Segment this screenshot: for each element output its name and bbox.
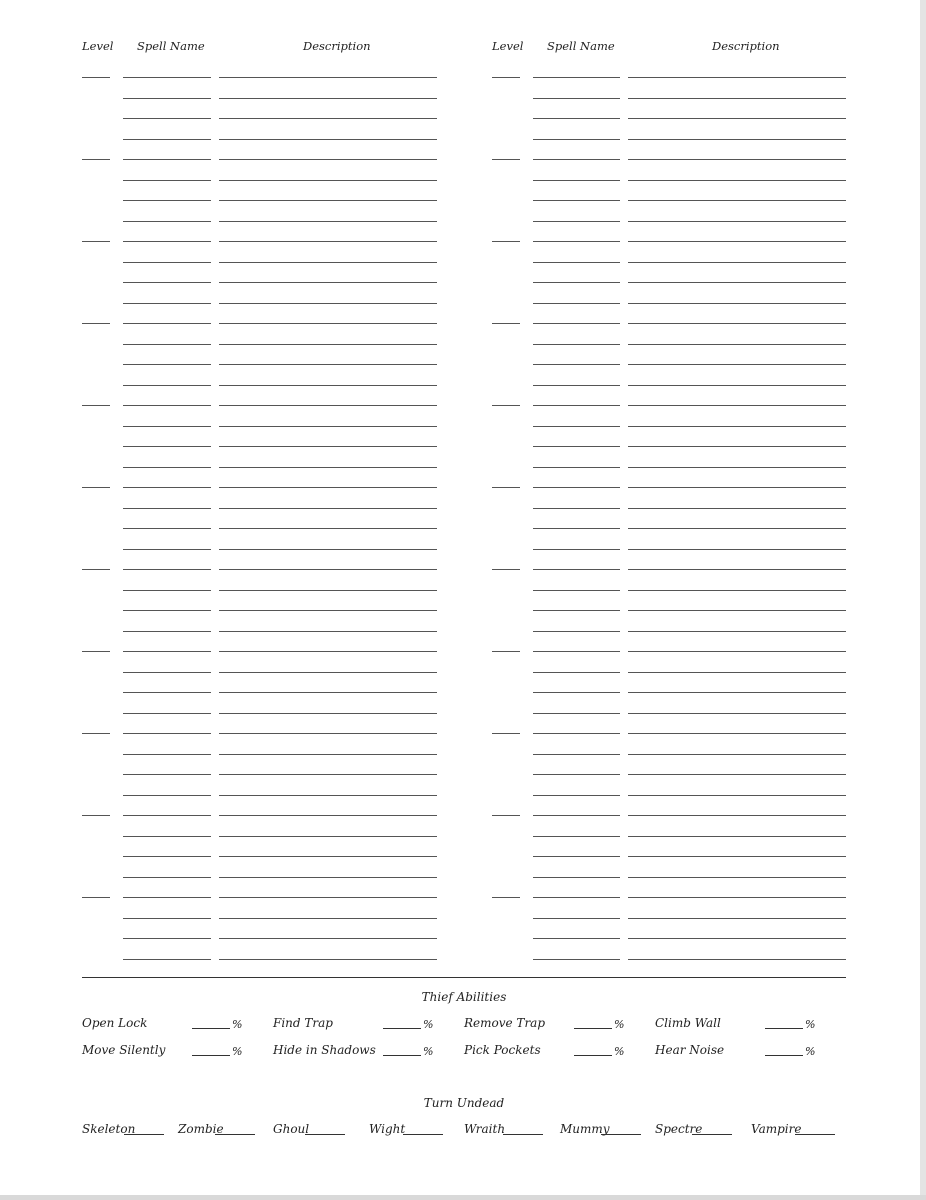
spell-name-field[interactable] xyxy=(123,733,211,734)
ability-hide-in-shadows-label: Hide in Shadows xyxy=(273,1043,376,1057)
spell-description-field[interactable] xyxy=(628,569,846,570)
spell-name-field[interactable] xyxy=(123,118,211,119)
spell-name-field[interactable] xyxy=(123,77,211,78)
spell-name-field[interactable] xyxy=(123,815,211,816)
spell-description-field[interactable] xyxy=(628,754,846,755)
undead-wraith-label: Wraith xyxy=(464,1122,506,1136)
spell-name-field[interactable] xyxy=(533,139,620,140)
spell-name-field[interactable] xyxy=(533,446,620,447)
spell-name-field[interactable] xyxy=(533,836,620,837)
spell-description-field[interactable] xyxy=(628,303,846,304)
percent-sign: % xyxy=(805,1045,816,1058)
spell-description-field[interactable] xyxy=(628,262,846,263)
spell-description-field[interactable] xyxy=(219,733,437,734)
undead-zombie-field[interactable] xyxy=(215,1134,255,1135)
spell-name-field[interactable] xyxy=(123,795,211,796)
spell-name-field[interactable] xyxy=(533,569,620,570)
spell-description-field[interactable] xyxy=(628,118,846,119)
spell-description-field[interactable] xyxy=(628,610,846,611)
spell-name-field[interactable] xyxy=(123,446,211,447)
spell-name-field[interactable] xyxy=(533,938,620,939)
spell-name-field[interactable] xyxy=(533,918,620,919)
spell-description-field[interactable] xyxy=(219,897,437,898)
spell-name-field[interactable] xyxy=(533,610,620,611)
spell-name-field[interactable] xyxy=(123,610,211,611)
spell-name-field[interactable] xyxy=(123,303,211,304)
ability-pick-pockets-field[interactable] xyxy=(574,1055,612,1056)
spell-name-field[interactable] xyxy=(533,241,620,242)
spell-name-field[interactable] xyxy=(123,549,211,550)
spell-name-field[interactable] xyxy=(533,180,620,181)
spell-description-field[interactable] xyxy=(628,426,846,427)
spell-description-field[interactable] xyxy=(219,713,437,714)
spell-name-field[interactable] xyxy=(533,303,620,304)
spell-description-field[interactable] xyxy=(628,282,846,283)
ability-remove-trap-field[interactable] xyxy=(574,1028,612,1029)
spell-name-field[interactable] xyxy=(533,98,620,99)
spell-description-field[interactable] xyxy=(628,877,846,878)
spell-name-field[interactable] xyxy=(123,897,211,898)
spell-name-field[interactable] xyxy=(123,241,211,242)
spell-name-field[interactable] xyxy=(123,774,211,775)
spell-level-field[interactable] xyxy=(82,897,110,898)
spell-description-field[interactable] xyxy=(219,692,437,693)
spell-level-field[interactable] xyxy=(82,77,110,78)
spell-description-field[interactable] xyxy=(628,856,846,857)
spell-name-field[interactable] xyxy=(123,180,211,181)
spell-level-field[interactable] xyxy=(82,651,110,652)
spell-description-field[interactable] xyxy=(628,815,846,816)
spell-description-field[interactable] xyxy=(219,200,437,201)
spell-name-field[interactable] xyxy=(123,262,211,263)
spell-description-field[interactable] xyxy=(628,180,846,181)
spell-description-field[interactable] xyxy=(219,590,437,591)
ability-find-trap-label: Find Trap xyxy=(273,1016,333,1030)
ability-pick-pockets-label: Pick Pockets xyxy=(464,1043,541,1057)
spell-description-field[interactable] xyxy=(219,569,437,570)
spell-name-field[interactable] xyxy=(533,405,620,406)
spell-description-field[interactable] xyxy=(219,98,437,99)
spell-level-field[interactable] xyxy=(82,323,110,324)
ability-hear-noise-label: Hear Noise xyxy=(655,1043,725,1057)
spell-level-field[interactable] xyxy=(492,487,520,488)
spell-name-field[interactable] xyxy=(533,856,620,857)
spell-description-field[interactable] xyxy=(219,631,437,632)
spell-name-field[interactable] xyxy=(533,77,620,78)
spell-name-field[interactable] xyxy=(533,385,620,386)
spell-level-field[interactable] xyxy=(82,487,110,488)
spell-name-field[interactable] xyxy=(533,364,620,365)
spell-description-field[interactable] xyxy=(219,426,437,427)
spell-name-field[interactable] xyxy=(123,528,211,529)
spell-description-field[interactable] xyxy=(219,77,437,78)
spell-description-field[interactable] xyxy=(628,836,846,837)
spell-description-field[interactable] xyxy=(628,692,846,693)
spell-name-field[interactable] xyxy=(123,385,211,386)
description-header-left: Description xyxy=(303,39,371,53)
spell-description-field[interactable] xyxy=(219,405,437,406)
ability-hear-noise-field[interactable] xyxy=(765,1055,803,1056)
spell-name-field[interactable] xyxy=(123,651,211,652)
spell-name-field[interactable] xyxy=(123,877,211,878)
spell-name-field[interactable] xyxy=(533,508,620,509)
spell-description-field[interactable] xyxy=(219,282,437,283)
spell-name-header-left: Spell Name xyxy=(137,39,205,53)
spell-description-field[interactable] xyxy=(628,241,846,242)
spell-name-field[interactable] xyxy=(533,959,620,960)
percent-sign: % xyxy=(423,1018,434,1031)
spell-description-field[interactable] xyxy=(219,446,437,447)
spell-level-field[interactable] xyxy=(82,733,110,734)
spell-level-field[interactable] xyxy=(82,159,110,160)
ability-move-silently-label: Move Silently xyxy=(82,1043,166,1057)
spell-description-field[interactable] xyxy=(628,733,846,734)
spell-description-field[interactable] xyxy=(219,672,437,673)
spell-description-field[interactable] xyxy=(219,487,437,488)
spell-name-field[interactable] xyxy=(123,426,211,427)
spell-description-field[interactable] xyxy=(219,795,437,796)
page-edge-shadow xyxy=(0,1195,926,1200)
spell-name-field[interactable] xyxy=(123,938,211,939)
spell-name-field[interactable] xyxy=(533,651,620,652)
undead-spectre-label: Spectre xyxy=(655,1122,703,1136)
spell-description-field[interactable] xyxy=(219,651,437,652)
spell-name-field[interactable] xyxy=(123,487,211,488)
spell-name-field[interactable] xyxy=(123,672,211,673)
spell-name-field[interactable] xyxy=(533,692,620,693)
ability-climb-wall-label: Climb Wall xyxy=(655,1016,721,1030)
percent-sign: % xyxy=(423,1045,434,1058)
spell-level-field[interactable] xyxy=(492,733,520,734)
spell-description-field[interactable] xyxy=(628,446,846,447)
spell-level-field[interactable] xyxy=(82,815,110,816)
undead-zombie-label: Zombie xyxy=(178,1122,224,1136)
ability-remove-trap-label: Remove Trap xyxy=(464,1016,546,1030)
spell-description-field[interactable] xyxy=(219,918,437,919)
undead-skeleton-field[interactable] xyxy=(124,1134,164,1135)
spell-name-field[interactable] xyxy=(123,200,211,201)
spell-level-field[interactable] xyxy=(492,897,520,898)
spell-description-field[interactable] xyxy=(219,610,437,611)
spell-description-field[interactable] xyxy=(219,241,437,242)
spell-description-field[interactable] xyxy=(628,795,846,796)
undead-ghoul-field[interactable] xyxy=(305,1134,345,1135)
spell-name-field[interactable] xyxy=(533,631,620,632)
thief-abilities-title: Thief Abilities xyxy=(421,990,507,1004)
spell-name-field[interactable] xyxy=(533,590,620,591)
spell-name-field[interactable] xyxy=(533,467,620,468)
undead-vampire-field[interactable] xyxy=(795,1134,835,1135)
undead-spectre-field[interactable] xyxy=(692,1134,732,1135)
undead-skeleton-label: Skeleton xyxy=(82,1122,136,1136)
spell-description-field[interactable] xyxy=(628,467,846,468)
spell-description-field[interactable] xyxy=(628,159,846,160)
spell-description-field[interactable] xyxy=(219,774,437,775)
spell-description-field[interactable] xyxy=(628,487,846,488)
spell-level-field[interactable] xyxy=(82,241,110,242)
spell-name-field[interactable] xyxy=(123,98,211,99)
spell-description-field[interactable] xyxy=(219,467,437,468)
spell-name-field[interactable] xyxy=(533,221,620,222)
spell-description-field[interactable] xyxy=(628,405,846,406)
spell-description-field[interactable] xyxy=(219,528,437,529)
spell-description-field[interactable] xyxy=(219,262,437,263)
percent-sign: % xyxy=(805,1018,816,1031)
percent-sign: % xyxy=(614,1018,625,1031)
spell-description-field[interactable] xyxy=(219,549,437,550)
spell-description-field[interactable] xyxy=(628,549,846,550)
spell-description-field[interactable] xyxy=(628,959,846,960)
spell-description-field[interactable] xyxy=(628,672,846,673)
spell-description-field[interactable] xyxy=(628,631,846,632)
spell-level-field[interactable] xyxy=(492,159,520,160)
spell-name-field[interactable] xyxy=(123,754,211,755)
spell-name-field[interactable] xyxy=(123,364,211,365)
spell-name-field[interactable] xyxy=(533,795,620,796)
spell-name-field[interactable] xyxy=(123,508,211,509)
spell-name-field[interactable] xyxy=(533,774,620,775)
spell-name-field[interactable] xyxy=(123,959,211,960)
spell-name-field[interactable] xyxy=(123,467,211,468)
spell-description-field[interactable] xyxy=(628,508,846,509)
spell-description-field[interactable] xyxy=(219,159,437,160)
spell-name-field[interactable] xyxy=(123,856,211,857)
spell-description-field[interactable] xyxy=(219,303,437,304)
spell-name-field[interactable] xyxy=(533,118,620,119)
spell-level-field[interactable] xyxy=(492,815,520,816)
spell-name-field[interactable] xyxy=(533,877,620,878)
spell-name-field[interactable] xyxy=(123,344,211,345)
spell-name-field[interactable] xyxy=(123,713,211,714)
spell-name-field[interactable] xyxy=(533,282,620,283)
spell-name-field[interactable] xyxy=(123,836,211,837)
spell-description-field[interactable] xyxy=(628,897,846,898)
spell-description-field[interactable] xyxy=(219,364,437,365)
spell-name-field[interactable] xyxy=(123,159,211,160)
spell-description-field[interactable] xyxy=(628,323,846,324)
level-header-right: Level xyxy=(492,39,524,53)
spell-description-field[interactable] xyxy=(628,918,846,919)
spell-name-field[interactable] xyxy=(123,631,211,632)
spell-name-field[interactable] xyxy=(533,528,620,529)
percent-sign: % xyxy=(232,1045,243,1058)
spell-description-field[interactable] xyxy=(628,713,846,714)
spell-description-field[interactable] xyxy=(219,180,437,181)
spell-name-field[interactable] xyxy=(123,918,211,919)
spell-name-field[interactable] xyxy=(533,200,620,201)
undead-mummy-label: Mummy xyxy=(560,1122,610,1136)
spell-name-field[interactable] xyxy=(533,713,620,714)
spell-name-field[interactable] xyxy=(533,815,620,816)
undead-wight-field[interactable] xyxy=(403,1134,443,1135)
section-divider xyxy=(82,977,846,978)
spell-name-field[interactable] xyxy=(533,262,620,263)
spell-level-field[interactable] xyxy=(492,569,520,570)
ability-open-lock-label: Open Lock xyxy=(82,1016,148,1030)
spell-description-field[interactable] xyxy=(628,98,846,99)
spell-name-field[interactable] xyxy=(533,754,620,755)
spell-name-field[interactable] xyxy=(123,569,211,570)
spell-description-field[interactable] xyxy=(628,651,846,652)
spell-description-field[interactable] xyxy=(219,754,437,755)
ability-move-silently-field[interactable] xyxy=(192,1055,230,1056)
spell-level-field[interactable] xyxy=(492,651,520,652)
undead-ghoul-label: Ghoul xyxy=(273,1122,310,1136)
spell-description-field[interactable] xyxy=(219,118,437,119)
spell-name-field[interactable] xyxy=(533,733,620,734)
percent-sign: % xyxy=(614,1045,625,1058)
spell-description-field[interactable] xyxy=(628,200,846,201)
page-edge-shadow xyxy=(920,0,926,1200)
spell-description-field[interactable] xyxy=(219,877,437,878)
ability-hide-in-shadows-field[interactable] xyxy=(383,1055,421,1056)
spell-level-field[interactable] xyxy=(492,323,520,324)
spell-level-field[interactable] xyxy=(492,77,520,78)
percent-sign: % xyxy=(232,1018,243,1031)
spell-name-field[interactable] xyxy=(123,221,211,222)
undead-vampire-label: Vampire xyxy=(751,1122,802,1136)
spell-name-field[interactable] xyxy=(533,344,620,345)
turn-undead-title: Turn Undead xyxy=(423,1096,505,1110)
spell-description-field[interactable] xyxy=(219,344,437,345)
spell-description-field[interactable] xyxy=(628,385,846,386)
undead-wraith-field[interactable] xyxy=(503,1134,543,1135)
spell-description-field[interactable] xyxy=(628,528,846,529)
spell-name-field[interactable] xyxy=(533,323,620,324)
spell-name-field[interactable] xyxy=(533,897,620,898)
undead-wight-label: Wight xyxy=(369,1122,406,1136)
spell-name-field[interactable] xyxy=(123,323,211,324)
spell-name-field[interactable] xyxy=(533,672,620,673)
spell-description-field[interactable] xyxy=(219,385,437,386)
spell-name-field[interactable] xyxy=(533,549,620,550)
spell-name-field[interactable] xyxy=(123,590,211,591)
spell-description-field[interactable] xyxy=(628,221,846,222)
spell-description-field[interactable] xyxy=(219,323,437,324)
spell-description-field[interactable] xyxy=(219,856,437,857)
spell-level-field[interactable] xyxy=(82,569,110,570)
spell-description-field[interactable] xyxy=(628,344,846,345)
spell-description-field[interactable] xyxy=(219,938,437,939)
spell-name-field[interactable] xyxy=(533,426,620,427)
description-header-right: Description xyxy=(712,39,780,53)
spell-description-field[interactable] xyxy=(219,959,437,960)
spell-description-field[interactable] xyxy=(628,774,846,775)
undead-mummy-field[interactable] xyxy=(601,1134,641,1135)
spell-level-field[interactable] xyxy=(492,241,520,242)
spell-name-field[interactable] xyxy=(533,487,620,488)
spell-name-header-right: Spell Name xyxy=(547,39,615,53)
spell-description-field[interactable] xyxy=(628,590,846,591)
ability-climb-wall-field[interactable] xyxy=(765,1028,803,1029)
spell-description-field[interactable] xyxy=(219,508,437,509)
spell-description-field[interactable] xyxy=(628,938,846,939)
spell-name-field[interactable] xyxy=(123,139,211,140)
spell-description-field[interactable] xyxy=(628,77,846,78)
spell-description-field[interactable] xyxy=(628,139,846,140)
spell-description-field[interactable] xyxy=(219,221,437,222)
ability-find-trap-field[interactable] xyxy=(383,1028,421,1029)
spell-name-field[interactable] xyxy=(533,159,620,160)
spell-name-field[interactable] xyxy=(123,282,211,283)
spell-description-field[interactable] xyxy=(219,815,437,816)
spell-description-field[interactable] xyxy=(219,836,437,837)
spell-level-field[interactable] xyxy=(82,405,110,406)
ability-open-lock-field[interactable] xyxy=(192,1028,230,1029)
spell-description-field[interactable] xyxy=(628,364,846,365)
spell-name-field[interactable] xyxy=(123,692,211,693)
level-header-left: Level xyxy=(82,39,114,53)
spell-level-field[interactable] xyxy=(492,405,520,406)
spell-name-field[interactable] xyxy=(123,405,211,406)
spell-description-field[interactable] xyxy=(219,139,437,140)
